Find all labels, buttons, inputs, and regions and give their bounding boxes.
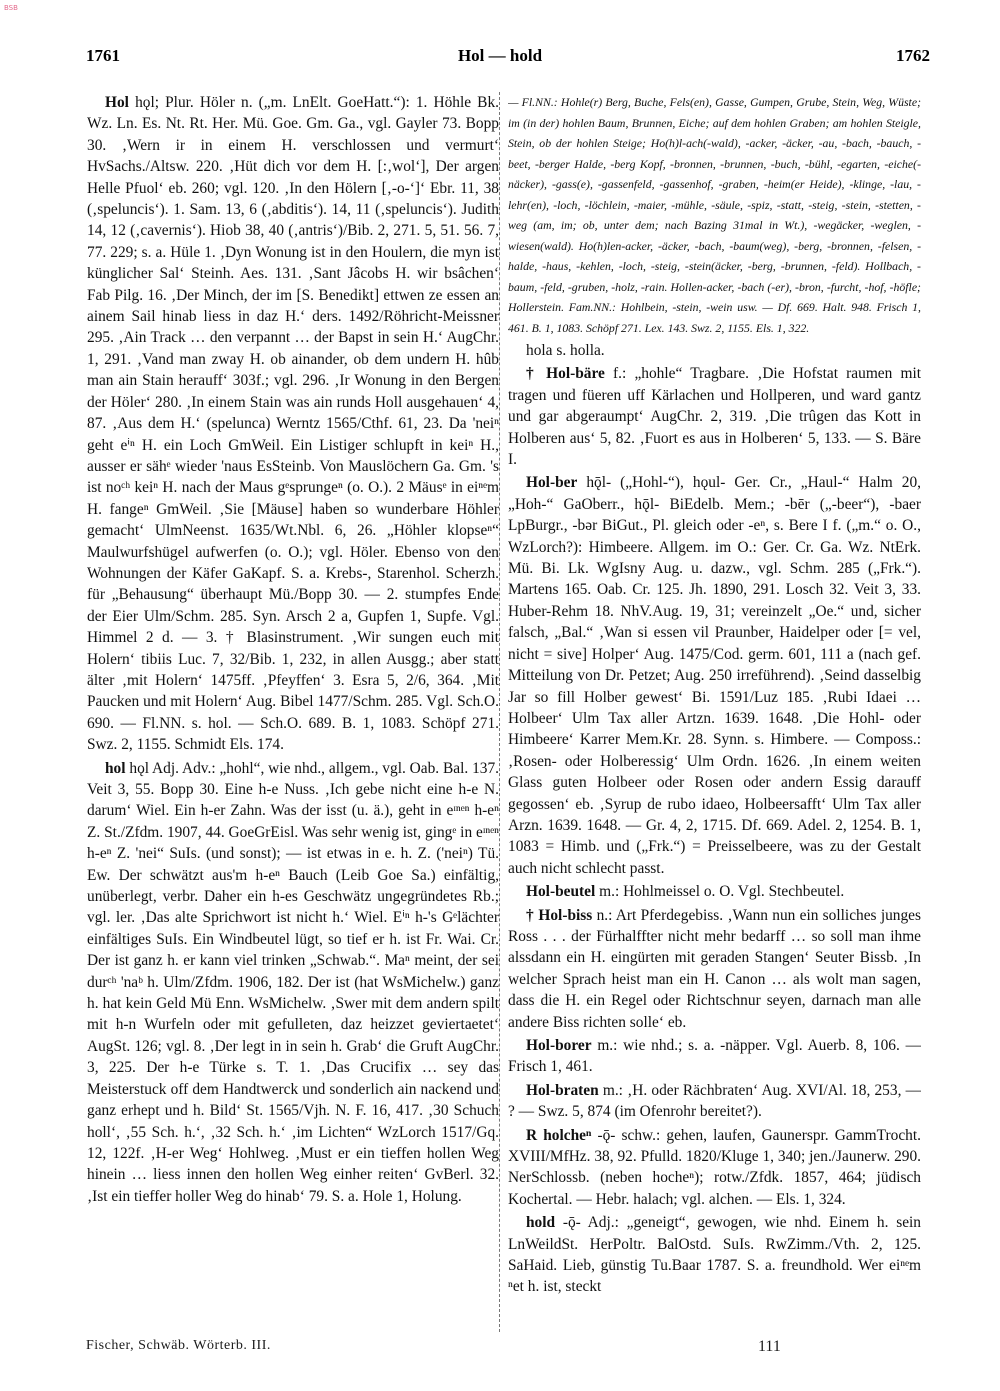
dictionary-entry [508, 1212, 921, 1298]
dictionary-entry [508, 92, 921, 338]
entry-headword: hold [526, 1214, 556, 1232]
dictionary-entry [508, 881, 921, 902]
entry-body: m.: wie nhd.; s. a. -näpper. Vgl. Auerb. 8, 106. — Frisch 1, 461. [508, 1037, 921, 1076]
dictionary-entry [508, 905, 921, 1033]
entry-body: f.: „hohle“ Tragbare. ‚Die Hofstat raumen mit tragen und füeren uff Kärlachen und Hollperen, und ward gantz und gar abgeraumpt‘ AugChr. 2, 319. ‚Die trûgen das Kott in Holberen aus‘ 5, 82. ‚Fuort es aus in Holberen‘ 5, 133. — S. Bäre I. [508, 365, 921, 469]
dictionary-entry [508, 472, 921, 879]
entry-body: m.: ‚H. oder Rächbraten‘ Aug. XVI/Al. 18, 253, — ? — Swz. 5, 874 (im Ofenrohr bereitet?). [508, 1081, 921, 1121]
running-title: Hol — hold [457, 46, 543, 65]
entry-headword: Hol-braten [526, 1081, 599, 1099]
entry-body: hǫl Adj. Adv.: „hohl“, wie nhd., allgem., vgl. Oab. Bal. 137. Veit 3, 55. Bopp 30. Eine h-e Nuss. ‚Ich gebe nicht eine h-e N. darum‘ Wiel. Ein h-er Zahn. Was der isst (u. ä.), geht in eᶦⁿᵉⁿ h-eⁿ Z. St./Zfdm. 1907, 44. GoeGrEisl. Was sehr wenig ist, gingᵉ in eᶦⁿᵉⁿ h-eⁿ Z. 'nei“ SuIs. (und sonst); — ist etwas in e. h. Z. ('neiⁿ) Tü. Ew. Der schwätzt aus'm h-eⁿ Bauch (Leib Goe Sa.) einfältig, unüberlegt, verbr. Daher ein h-es Geschwätz ungegründetes Rb.; vgl. ler. ‚Das alte Sprichwort ist nicht h.‘ Wiel. Eⁱⁿ h-'s Gᵉlächter einfältiges SuIs. Ein Windbeutel lügt, so tief er h. ist Fr. Wai. Cr. Der ist ganz h. er kann viel trinken „Schwab.“. Maⁿ meint, der sei durᶜʰ 'naᵇ h. Ulm/Zfdm. 1906, 182. Der ist (hat WsMichelw.) ganz h. hat kein Geld Mü Enn. WsMichelw. ‚Swer mit dem andern spilt mit h-n Wurfeln oder mit gefulleten, daz heizzet geviertaetet‘ AugSt. 126; vgl. 8. ‚Der legt in in sein h. Grab‘ die Gruft AugChr. 3, 225. Der h-e Türke s. T. 1. ‚Das Crucifix … sey das Meisterstuck off dem Handtwerck und sonderlich ain nackend und ganz erhept und h. Bild‘ St. 1565/Vjh. N. F. 16, 417. ‚30 Schuch holl‘, ‚55 Sch. h.‘, ‚32 Sch. h.‘ ‚im Lichten“ WzLorch 1517/Gq. 12, 122f. ‚H-er Weg‘ Hohlweg. ‚Must er ein tieffen hollen Weg hinein … liess innen den hollen Weg einher reiten‘ GvBerl. 32. ‚Ist ein tieffer holler Weg do hinab‘ 79. S. a. Hole 1, Holung. [87, 759, 499, 1205]
entry-body: m.: Hohlmeissel o. O. Vgl. Stechbeutel. [599, 883, 845, 901]
dictionary-entry [508, 1035, 921, 1078]
entry-headword: Hol-borer [526, 1037, 592, 1054]
dictionary-entry [87, 758, 499, 1208]
dictionary-entry [508, 1080, 921, 1123]
column-divider [499, 92, 500, 1332]
entry-body: hǫl; Plur. Höler n. („m. LnElt. GoeHatt.“): 1. Höhle Bk. Wz. Ln. Es. Nt. Rt. Her. Mü. Goe. Gm. Ga., vgl. Gayler 73. Bopp 30. ‚Wern ir in einem H. verschlossen und vermurt‘ HvSachs./Altsw. 220. ‚Hüt dich vor dem H. [:‚wol‘], Der argen Helle Pfuol‘ eb. 260; vgl. 120. ‚In den Hölern [‚-o-‘]‘ Ebr. 11, 38 (‚speluncis‘). 1. Sam. 13, 6 (‚abditis‘). 14, 11 (‚speluncis‘). Judith 14, 12 (‚cavernis‘). Hiob 38, 40 (‚antris‘)/Bib. 2, 271. 5, 51. 56. 7, 77. 229; s. a. Hüle 1. ‚Dyn Wonung ist in den Houlern, die myn ist künglicher Sal‘ Steinh. Aes. 131. ‚Sant Jâcobs H. wir bsâchen‘ Fab Pilg. 16. ‚Der Minch, der im [S. Benedikt] ettwen ze essen an ainem Sail hinab liess in daz H.‘ ders. 1492/Röhricht-Meissner 295. ‚Ain Track … den verpannt … der Bapst in sein H.‘ AugChr. 1, 291. ‚Vand man zway H. ob ainander, ob dem undern H. hûb man ain Stain herauff‘ 303f.; vgl. 296. ‚Ir Wonung in den Bergen der Höler‘ 280. ‚In einem Stain was ain runds Holl ausgehauen‘ 4, 87. ‚Aus dem H.‘ (spelunca) Werntz 1565/Cthf. 61, 23. Da 'neiⁿ geht eⁱⁿ H. ein Loch GmWeil. Ein Listiger schlupft in keiⁿ H., ausser er sähᵉ wieder 'naus EsSteinb. Von Mauslöchern Ga. Gm. 's ist noᶜʰ keiⁿ H. nach der Maus gᵉsprungeⁿ (o. O.). 2 Mäusᵉ in eiⁿᵉm H. fangeⁿ GmWeil. ‚Sie [Mäuse] haben so wunderbare Höhler gemacht‘ UlmNeenst. 1635/Wt.Nbl. 6, 26. „Höhler klopseⁿ“ Maulwurfshügel aufwerfen (o. O.); vgl. Höler. Ebenso von den Wohnungen der Käfer GaKapf. S. a. Krebs-, Starenhol. Scherzh. für „Behausung“ überhaupt Mü./Bopp 30. — 2. stumpfes Ende der Eier Ulm/Schm. 285. Syn. Arsch 2 a, Gupfen 1, Supfe. Vgl. Himmel 2 d. — 3. † Blasinstrument. ‚Wir sungen euch mit Holern‘ tibiis Luc. 7, 32/Bib. 1, 232, in allen Ausgg.; aber statt älter ‚mit Holern‘ 1475ff. ‚Pfeyffen‘ 3. Esra 5, 2/6, 364. ‚Mit Paucken und mit Holern‘ Aug. Bibel 1477/Schm. 285. Vgl. Sch.O. 690. — Fl.NN. s. hol. — Sch.O. 689. B. 1, 1083. Schöpf 271. Swz. 2, 1155. Schmidt Els. 174. [87, 94, 499, 754]
page-number-left: 1761 [86, 46, 120, 65]
entry-headword: hol [105, 759, 126, 777]
dictionary-entry [87, 92, 499, 756]
entry-body: — Fl.NN.: Hohle(r) Berg, Buche, Fels(en), Gasse, Gumpen, Grube, Stein, Weg, Wüste; im (in der) hohlen Baum, Brunnen, Eiche; auf dem hohlen Graben; am hohlen Steigle, Stein, ob der hohlen Steige; Ho(h)l-ach(-wald), -acker, -äcker, -au, -bach, -bauch, -beet, -berger Halde, -berg Kopf, -bronnen, -brunnen, -buch, -bühl, -egarten, -eiche(-näcker), -gass(e), -gassenfeld, -gassenhof, -graben, -heim(er Heide), -klinge, -lau, -lehr(en), -loch, -löchlein, -maier, -mühle, -säule, -spiz, -statt, -steig, -stein, -stetten, -weg (am, im; ob, unter dem; nach Bazing 31mal in Wt.), -wegäcker, -weglen, -wiesen(wald). Ho(h)len-acker, -äcker, -bach, -baum(weg), -berg, -bronnen, -felsen, -halde, -haus, -kehlen, -loch, -steig, -stein(äcker, -berg, -brunnen, -feld). Hollbach, -baum, -feld, -gruben, -holz, -rain. Hollen-acker, -bach (-er), -bron, -furcht, -hof, -höfle; Hollerstein. Fam.NN.: Hohlbein, -stein, -wein usw. — Df. 669. Halt. 948. Frisch 1, 461. B. 1, 1083. Schöpf 271. Lex. 143. Swz. 2, 1155. Els. 1, 322. [508, 95, 921, 335]
library-stamp: BSB [4, 4, 18, 12]
entry-headword: † Hol-bäre [526, 365, 605, 383]
dictionary-entry [508, 1125, 921, 1211]
right-column [508, 92, 921, 1322]
entry-headword: † Hol-biss [526, 906, 593, 924]
entry-body: n.: Art Pferdegebiss. ‚Wann nun ein solliches junges Ross . . . der Fürhalffter nicht mehr bedarff … so soll man ihme alssdann ein H. eingürten mit geraden Stangen‘ Seuter Bissb. ‚In welcher Sprach heist man ein H. Canon … als wolt man sagen, dass die H. ein Regel oder Richtschnur seyen, darnach man alle andere Biss richten solle‘ eb. [508, 906, 921, 1031]
footer-signature: 111 [758, 1338, 781, 1355]
entry-headword: Hol-beutel [526, 883, 596, 901]
dictionary-entry [508, 363, 921, 470]
left-column [87, 92, 499, 1322]
entry-headword: Hol [105, 94, 129, 111]
footer-source: Fischer, Schwäb. Wörterb. III. [86, 1338, 271, 1353]
page-number-right: 1762 [896, 46, 930, 65]
dictionary-entry [508, 340, 921, 361]
entry-body: -ǭ- Adj.: „geneigt“, gewogen, wie nhd. Einem h. sein LnWeildSt. HerPoltr. BalOstd. SuIs. RwZimm./Vth. 2, 125. SaHaid. Lieb, günstig Tu.Baar 1787. S. a. freundhold. Wer eiⁿᵉm ⁿet h. ist, steckt [508, 1214, 921, 1296]
entry-headword: Hol-ber [526, 474, 578, 492]
entry-body: -ǭ- schw.: gehen, laufen, Gaunerspr. GammTrocht. XVIII/MfHz. 38, 92. Pfulld. 1820/Kluge 1, 340; jen./Jaunerw. 290. NerSchlossb. (neben hocheⁿ); rotw./Zfdk. 1857, 464; jüdisch Kochertal. — Hebr. halach; vgl. alchen. — Els. 1, 324. [508, 1126, 921, 1208]
entry-body: hǭl- („Hohl-“), hǫul- Ger. Cr., „Haul-“ Halm 20, „Hoh-“ GaOberr., hǭl- BiEdelb. Mem.; -bēr („-beer“), -baer LpBurgr., -bər BiGut., Pl. gleich oder -eⁿ, s. Bere I f. („m.“ o. O., WzLorch?): Himbeere. Allgem. im O.: Ger. Cr. Ga. Wz. NtErk. Mü. Bi. Lk. WgIsny Aug. u. dazw., vgl. Schm. 285 („Frk.“). Martens 165. Oab. Cr. 125. Jh. 1890, 291. Losch 32. Veit 3, 33. Huber-Rehm 18. NhV.Aug. 19, 31; vereinzelt „Oe.“ und, sicher falsch, „Bal.“ ‚Wan si essen vil Praunber, Haidelper oder [= vel, nicht = sive] Holper‘ Aug. 1475/Cod. germ. 601, 111 a (nach gef. Mitteilung von Dr. Petzet; Aug. 250 irreführend). ‚Seind dasselbig Jar so fill Holber gewest‘ Bi. 1591/Luz 185. ‚Rubi Idaei … Holbeer‘ Ulm Tax aller Artzn. 1639. 1648. ‚Die Hohl- oder Himbeere‘ Karrer Mem.Kr. 28. Synn. s. Himbere. — Composs.: ‚Rosen- oder Holberessig‘ Ulm Ordn. 1626. ‚In einem weiten Glass guten Holbeer oder Rosen oder andern Essig darauff gegossen‘ eb. ‚Syrup de rubo idaeo, Holbeersafft‘ Ulm Tax aller Arzn. 1639. 1648. — Gr. 4, 2, 1715. Df. 669. Adel. 2, 1254. B. 1, 1083 = Himb. und („Frk.“) = Preisselbeere, was zu der Gestalt auch nicht schlecht passt. [508, 474, 921, 877]
entry-body: hola s. holla. [526, 342, 605, 359]
entry-headword: R holcheⁿ [526, 1126, 592, 1144]
